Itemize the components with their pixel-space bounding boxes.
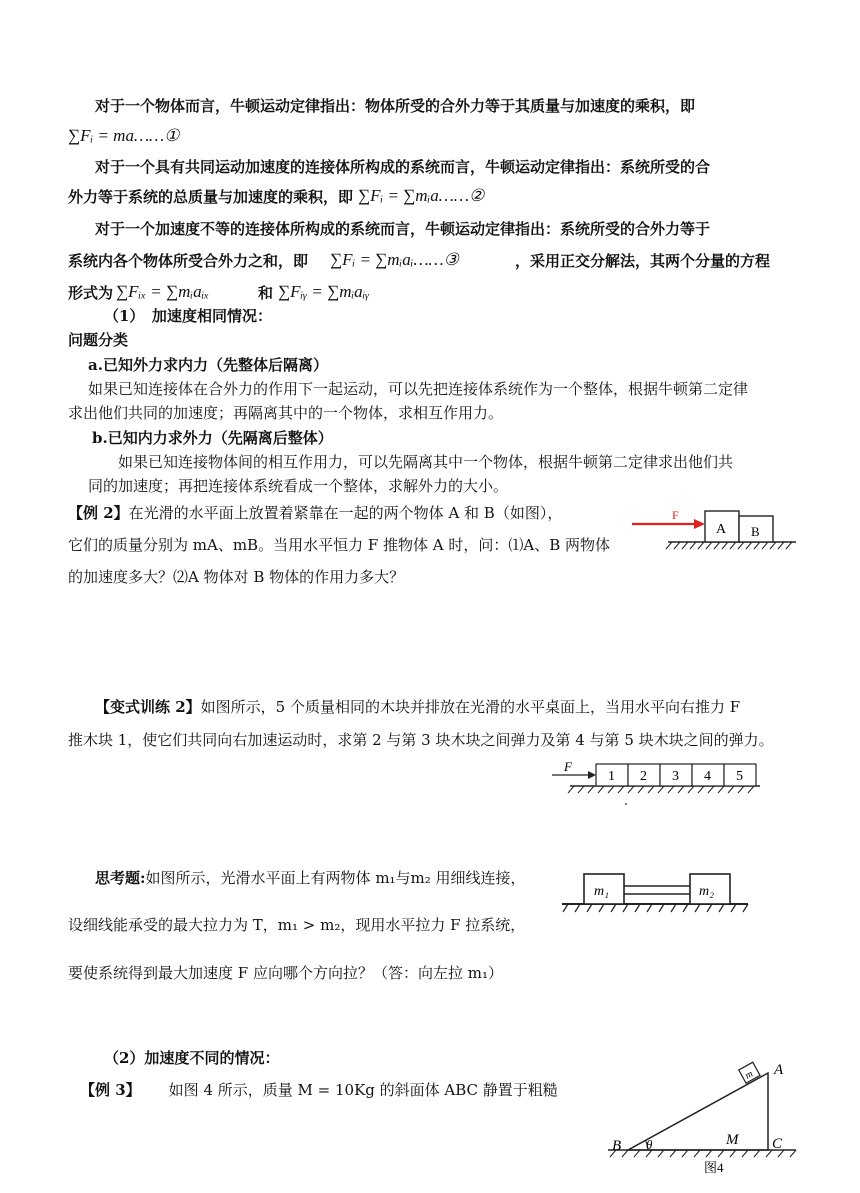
- figure-caption: 图4: [704, 1160, 724, 1175]
- block-m2-label: m₂: [699, 884, 714, 899]
- force-arrowhead: [588, 771, 596, 779]
- block-a-label: A: [716, 522, 727, 537]
- example-3-tag: 【例 3】: [80, 1081, 141, 1099]
- think-line-2: 设细线能承受的最大拉力为 T，m₁ > m₂，现用水平拉力 F 拉系统，: [68, 916, 526, 934]
- conjunction-and: 和: [258, 284, 274, 302]
- subsection-a-title: a.已知外力求内力（先整体后隔离）: [88, 356, 328, 374]
- theta-label: θ: [646, 1137, 653, 1152]
- component-formula-y: ∑Fᵢᵧ = ∑mᵢaᵢᵧ: [278, 282, 370, 301]
- intro-paragraph-3-cont: 系统内各个物体所受合外力之和，即: [68, 252, 309, 270]
- block-2-label: 2: [640, 769, 647, 784]
- subsection-b-title: b.已知内力求外力（先隔离后整体）: [92, 429, 333, 447]
- example-3-line-1: [80, 1080, 558, 1100]
- block-1-label: 1: [608, 769, 615, 784]
- newton-formula-2: ∑Fᵢ = ∑mᵢa……②: [358, 186, 485, 205]
- variant-2-figure: [548, 760, 764, 808]
- ground-hatching: [563, 904, 748, 912]
- ground-hatching: [610, 1150, 796, 1157]
- think-text-1: 如图所示，光滑水平面上有两物体 m₁与m₂ 用细线连接，: [145, 869, 526, 887]
- intro-paragraph-3-tail: ，采用正交分解法，其两个分量的方程: [515, 252, 771, 270]
- mass-m-label: M: [726, 1132, 739, 1148]
- example-3-text-1: 如图 4 所示，质量 M = 10Kg 的斜面体 ABC 静置于粗糙: [168, 1081, 558, 1099]
- think-line-3: 要使系统得到最大加速度 F 应向哪个方向拉？（答：向左拉 m₁）: [68, 964, 503, 982]
- block-4-label: 4: [704, 769, 711, 784]
- block-m1-label: m₁: [594, 884, 609, 899]
- example-2-line-2: 它们的质量分别为 mA、mB。当用水平恒力 F 推物体 A 时，问：⑴A、B 两物体: [68, 536, 611, 554]
- intro-paragraph-2: 对于一个具有共同运动加速度的连接体所构成的系统而言，牛顿运动定律指出：系统所受的合: [95, 158, 711, 176]
- vertex-b-label: B: [612, 1138, 622, 1154]
- vertex-a-label: A: [774, 1062, 784, 1078]
- component-formula-x: ∑Fᵢₓ = ∑mᵢaᵢₓ: [116, 282, 210, 301]
- think-figure: [560, 868, 752, 916]
- subsection-b-line-2: 同的加速度；再把连接体系统看成一个整体，求解外力的大小。: [88, 477, 509, 495]
- ground-hatching: [666, 542, 792, 549]
- section-2-title: （2）加速度不同的情况：: [104, 1049, 280, 1067]
- example-2-figure: [630, 505, 800, 551]
- subsection-b-line-1: 如果已知连接物体间的相互作用力，可以先隔离其中一个物体，根据牛顿第二定律求出他们共: [118, 453, 734, 471]
- example-2-tag: 【例 2】: [68, 504, 129, 522]
- intro-paragraph-3-form: 形式为: [68, 284, 114, 302]
- block-3-label: 3: [672, 769, 679, 784]
- small-block: [739, 1062, 760, 1083]
- force-label: F: [564, 759, 572, 774]
- intro-paragraph-1: 对于一个物体而言，牛顿运动定律指出：物体所受的合外力等于其质量与加速度的乘积，即: [95, 97, 696, 115]
- example-2-text-1: 在光滑的水平面上放置着紧靠在一起的两个物体 A 和 B（如图），: [128, 504, 563, 522]
- force-arrowhead: [694, 519, 705, 529]
- newton-formula-1: ∑Fᵢ = ma……①: [68, 126, 180, 145]
- intro-paragraph-3: 对于一个加速度不等的连接体所构成的系统而言，牛顿运动定律指出：系统所受的合外力等于: [95, 220, 711, 238]
- ground-hatching: [568, 786, 754, 793]
- stray-dot: [625, 803, 627, 805]
- variant-2-text-1: 如图所示，5 个质量相同的木块并排放在光滑的水平桌面上，当用水平向右推力 F: [200, 698, 741, 716]
- intro-paragraph-2-cont: 外力等于系统的总质量与加速度的乘积，即: [68, 188, 354, 206]
- force-label: F: [672, 508, 679, 522]
- example-2-line-3: 的加速度多大？⑵A 物体对 B 物体的作用力多大？: [68, 568, 405, 586]
- block-b-label: B: [751, 524, 760, 539]
- think-line-1: [95, 868, 526, 888]
- variant-2-line-1: [95, 697, 740, 717]
- example-2-line-1: [68, 503, 562, 523]
- block-5-label: 5: [736, 769, 743, 784]
- classification-heading: 问题分类: [68, 331, 129, 349]
- subsection-a-line-2: 求出他们共同的加速度；再隔离其中的一个物体，求相互作用力。: [68, 404, 504, 422]
- incline-figure: [606, 1058, 802, 1192]
- small-block-label: m: [743, 1068, 755, 1082]
- think-tag: 思考题:: [95, 869, 146, 887]
- vertex-c-label: C: [772, 1136, 783, 1152]
- variant-2-tag: 【变式训练 2】: [95, 698, 201, 716]
- section-1-title: （1） 加速度相同情况：: [104, 307, 272, 325]
- subsection-a-line-1: 如果已知连接体在合外力的作用下一起运动，可以先把连接体系统作为一个整体，根据牛顿第二定律: [88, 380, 749, 398]
- variant-2-line-2: 推木块 1，使它们共同向右加速运动时，求第 2 与第 3 块木块之间弹力及第 4 与第 5 块木块之间的弹力。: [68, 731, 774, 749]
- newton-formula-3: ∑Fᵢ = ∑mᵢaᵢ……③: [330, 250, 459, 269]
